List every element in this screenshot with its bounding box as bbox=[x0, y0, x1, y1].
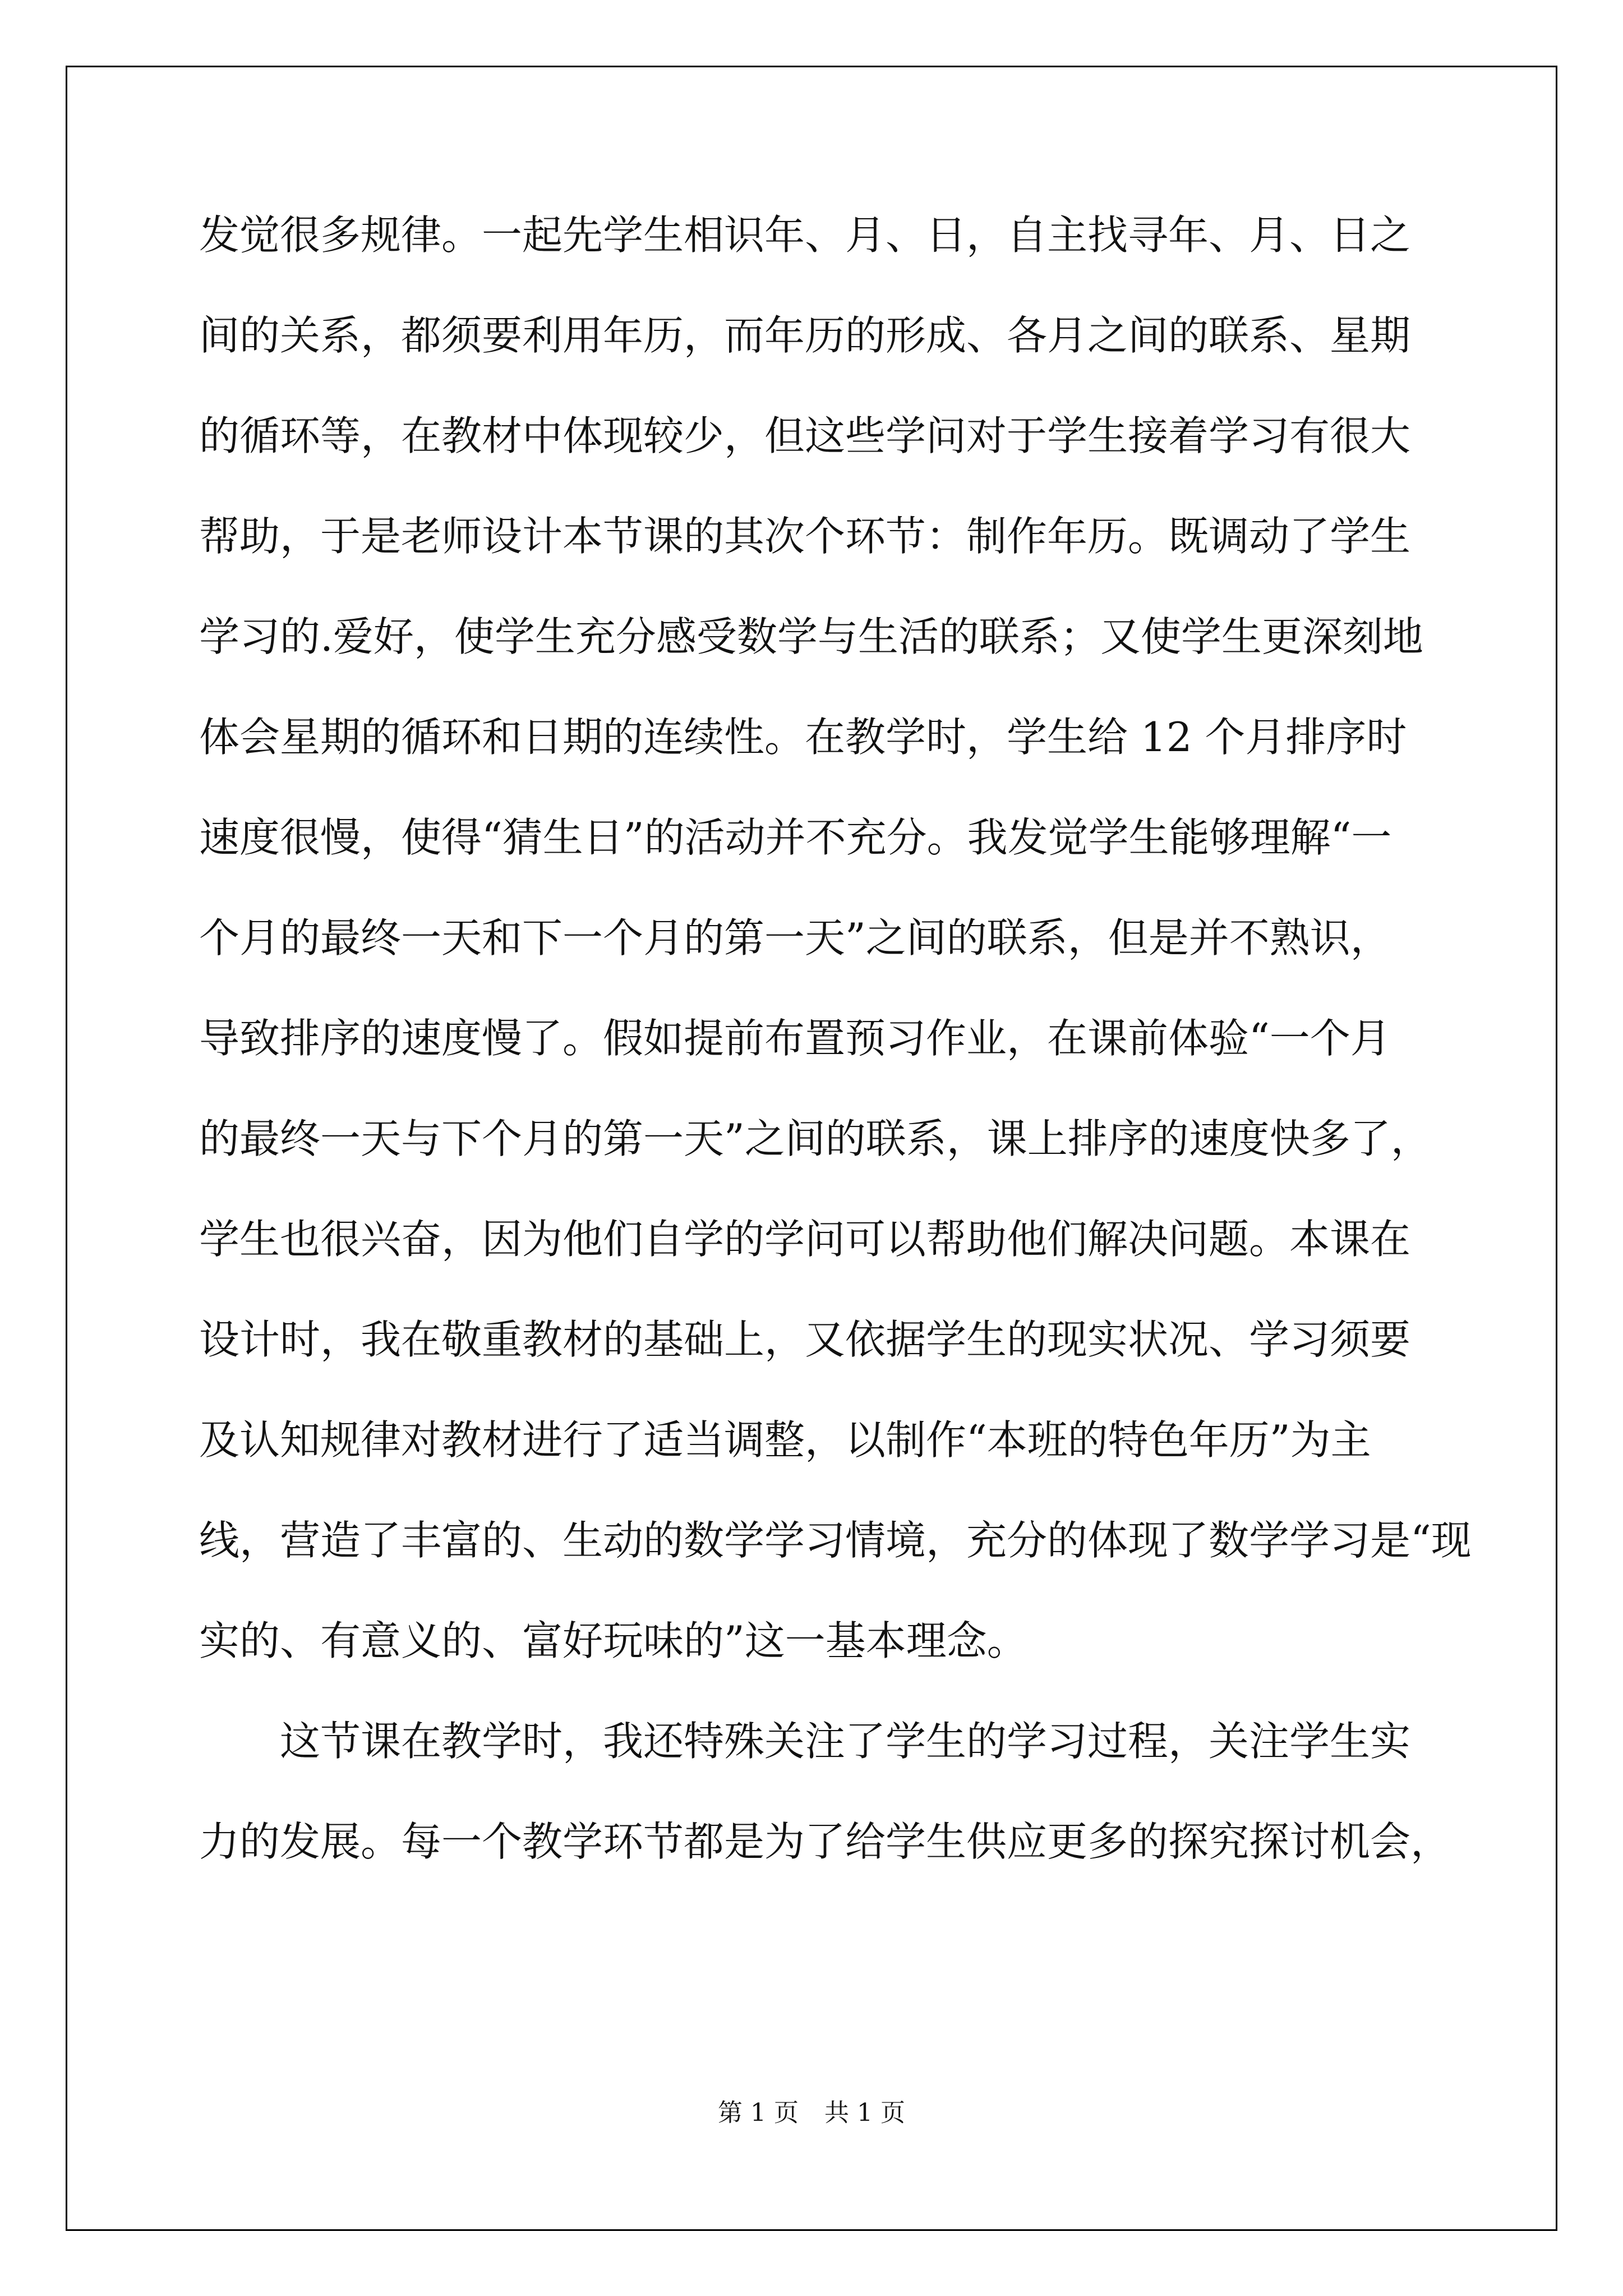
text-line: 学习的.爱好，使学生充分感受数学与生活的联系；又使学生更深刻地 bbox=[199, 613, 1423, 660]
text-line: 力的发展。每一个教学环节都是为了给学生供应更多的探究探讨机会， bbox=[199, 1818, 1451, 1865]
text-line: 帮助，于是老师设计本节课的其次个环节：制作年历。既调动了学生 bbox=[199, 513, 1411, 560]
text-line: 发觉很多规律。一起先学生相识年、月、日，自主找寻年、月、日之 bbox=[199, 211, 1411, 259]
text-line: 实的、有意义的、富好玩味的”这一基本理念。 bbox=[199, 1617, 1027, 1664]
text-line: 的最终一天与下个月的第一天”之间的联系，课上排序的速度快多了， bbox=[199, 1115, 1431, 1162]
text-line: 学生也很兴奋，因为他们自学的学问可以帮助他们解决问题。本课在 bbox=[199, 1216, 1411, 1263]
text-line: 导致排序的速度慢了。假如提前布置预习作业，在课前体验“一个月 bbox=[199, 1015, 1391, 1062]
text-line: 速度很慢，使得“猜生日”的活动并不充分。我发觉学生能够理解“一 bbox=[199, 814, 1392, 861]
text-line: 线，营造了丰富的、生动的数学学习情境，充分的体现了数学学习是“现 bbox=[199, 1517, 1472, 1564]
text-line: 的循环等，在教材中体现较少，但这些学问对于学生接着学习有很大 bbox=[199, 412, 1411, 459]
page-total: 共 1 页 bbox=[824, 2099, 905, 2127]
text-line: 个月的最终一天和下一个月的第一天”之间的联系，但是并不熟识， bbox=[199, 914, 1391, 961]
text-line: 间的关系，都须要利用年历，而年历的形成、各月之间的联系、星期 bbox=[199, 312, 1411, 359]
document-body bbox=[199, 185, 1472, 1892]
text-line: 体会星期的循环和日期的连续性。在教学时，学生给 12 个月排序时 bbox=[199, 714, 1407, 761]
page-number: 第 1 页 bbox=[718, 2099, 799, 2127]
page-footer bbox=[0, 2092, 1623, 2128]
text-line: 设计时，我在敬重教材的基础上，又依据学生的现实状况、学习须要 bbox=[199, 1316, 1411, 1363]
text-line: 及认知规律对教材进行了适当调整，以制作“本班的特色年历”为主 bbox=[199, 1416, 1371, 1464]
text-line-paragraph-start: 这节课在教学时，我还特殊关注了学生的学习过程，关注学生实 bbox=[280, 1718, 1411, 1765]
